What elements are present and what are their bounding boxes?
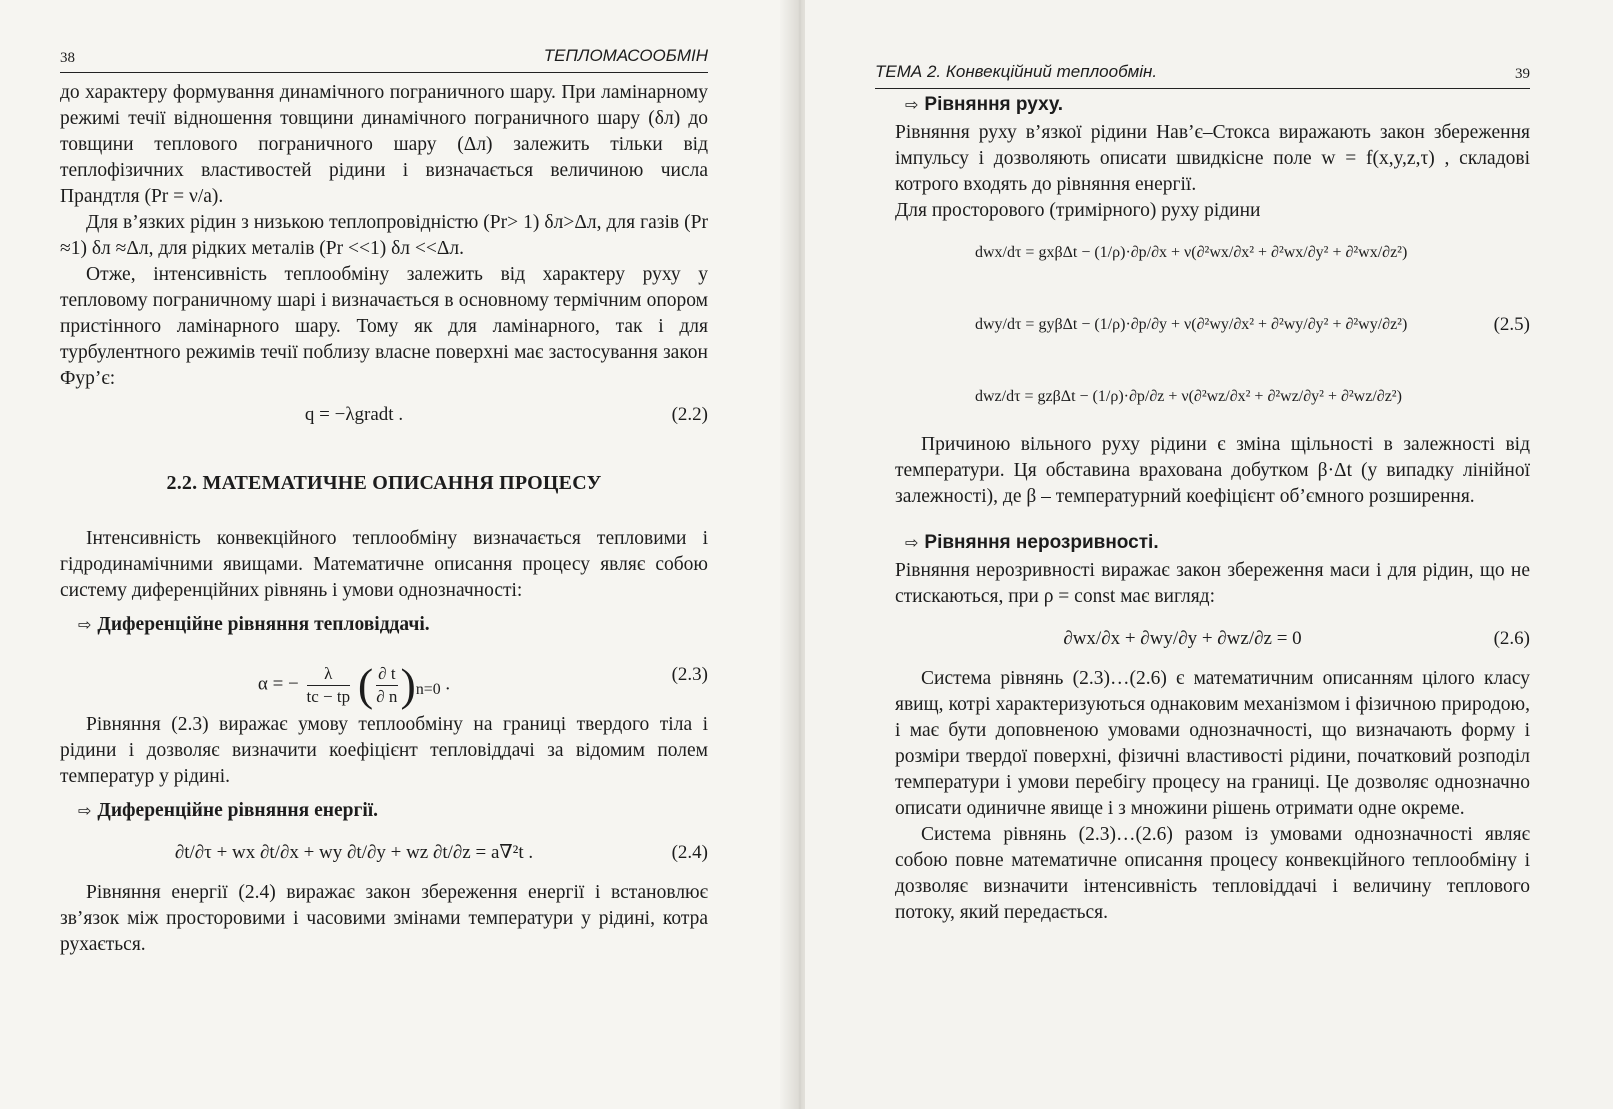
navier-stokes-y: dwy/dτ = gyβΔt − (1/ρ)·∂p/∂y + ν(∂²wy/∂x² + ∂²wy/∂y² + ∂²wy/∂z²) xyxy=(975,316,1408,333)
sub-heading-text: Рівняння нерозривності. xyxy=(924,532,1159,553)
paragraph: Рівняння енергії (2.4) виражає закон збереження енергії і встановлює зв’язок між просторовими і часовими змінами температури у рідині, котра рухається. xyxy=(60,882,708,955)
navier-stokes-x: dwx/dτ = gxβΔt − (1/ρ)·∂p/∂x + ν(∂²wx/∂x² + ∂²wx/∂y² + ∂²wx/∂z²) xyxy=(975,244,1408,261)
left-page-header xyxy=(60,44,708,73)
paragraph: Для в’язких рідин з низькою теплопровідністю (Pr> 1) δл>Δл, для газів (Pr ≈1) δл ≈Δл, для рідких металів (Pr <<1) δл <<Δл. xyxy=(60,212,708,259)
equation-subscript: n=0 xyxy=(415,681,441,699)
fraction xyxy=(376,663,397,708)
arrow-right-icon: ⇨ xyxy=(78,615,92,634)
equation-formula: α = − $\frac{\lambda}{tc - tp}$ ( $\frac{\partial t}{\partial n}$ )$_{n=0}$ . xyxy=(257,659,451,710)
paragraph: Отже, інтенсивність теплообміну залежить від характеру руху у тепловому пограничному шарі і визначається в основному термічним опором пристінного ламінарного шару. Тому як для ламінарного, так і для турбулентного режимів течії поблизу власне поверхні має застосування закон Фур’є: xyxy=(60,264,708,389)
left-page xyxy=(0,0,795,1109)
equation-formula: ∂wx/∂x + ∂wy/∂y + ∂wz/∂z = 0 xyxy=(1063,628,1302,649)
equation-number: (2.6) xyxy=(1493,628,1530,649)
paragraph: до характеру формування динамічного пограничного шару. При ламінарному режимі течії відношення товщини динамічного пограничного шару (δл) до товщини теплового пограничного шару (Δл) залежить тільки від теплофізичних властивостей рідини і визначається величиною числа Прандтля (Pr = ν/a). xyxy=(60,82,708,207)
paragraph: Рівняння нерозривності виражає закон збереження маси і для рідин, що не стискаються, при ρ = const має вигляд: xyxy=(895,560,1530,607)
fraction-numerator: ∂ t xyxy=(376,663,397,686)
equation-number: (2.5) xyxy=(1493,314,1530,335)
section-heading: 2.2. МАТЕМАТИЧНЕ ОПИСАННЯ ПРОЦЕСУ xyxy=(166,472,602,494)
left-running-head: ТЕПЛОМАСООБМІН xyxy=(543,46,708,65)
sub-heading-text: Диференційне рівняння енергії. xyxy=(97,800,379,821)
sub-heading xyxy=(78,798,708,824)
right-running-head: ТЕМА 2. Конвекційний теплообмін. xyxy=(875,62,1158,81)
paragraph: Причиною вільного руху рідини є зміна щільності в залежності від температури. Ця обставина врахована добутком β·Δt (у випадку лінійної залежності), де β – температурний коефіцієнт об’ємного розширення. xyxy=(895,434,1530,507)
paren-close: ) xyxy=(400,659,416,710)
equation-lhs: α = − xyxy=(257,673,299,695)
arrow-right-icon: ⇨ xyxy=(78,801,92,820)
sub-heading xyxy=(905,92,1530,118)
right-page xyxy=(805,0,1613,1109)
paragraph: Система рівнянь (2.3)…(2.6) разом із умовами однозначності являє собою повне математичне описання процесу конвекційного теплообміну і дозволяє визначити інтенсивність тепловіддачі і величину теплового потоку, який передається. xyxy=(895,824,1530,923)
equation-2-5 xyxy=(895,232,1530,422)
paragraph: Рівняння (2.3) виражає умову теплообміну на границі твердого тіла і рідини і дозволяє визначити коефіцієнт тепловіддачі за відомим полем температур у рідині. xyxy=(60,714,708,787)
equation-formula: q = −λgradt . xyxy=(304,404,404,425)
fraction-numerator: λ xyxy=(307,663,351,686)
sub-heading-text: Диференційне рівняння тепловіддачі. xyxy=(97,614,430,635)
equation-2-2 xyxy=(60,398,708,432)
paragraph: Для просторового (тримірного) руху рідини xyxy=(895,200,1261,221)
right-page-body xyxy=(895,92,1530,926)
equation-number: (2.3) xyxy=(671,664,708,685)
paragraph: Інтенсивність конвекційного теплообміну визначається тепловими і гідродинамічними явищами. Математичне описання процесу являє собою систему диференційних рівнянь і умови однозначності: xyxy=(60,528,708,601)
fraction xyxy=(307,663,351,708)
sub-heading xyxy=(78,612,708,638)
equation-2-4 xyxy=(60,830,708,874)
left-page-number: 38 xyxy=(60,50,75,66)
left-page-body xyxy=(60,80,708,958)
sub-heading-text: Рівняння руху. xyxy=(924,94,1064,115)
equation-number: (2.4) xyxy=(671,842,708,863)
right-page-number: 39 xyxy=(1515,66,1530,82)
navier-stokes-z: dwz/dτ = gzβΔt − (1/ρ)·∂p/∂z + ν(∂²wz/∂x² + ∂²wz/∂y² + ∂²wz/∂z²) xyxy=(975,388,1402,405)
paragraph: Рівняння руху в’язкої рідини Нав’є–Стокса виражають закон збереження імпульсу і дозволяють описати швидкісне поле w = f(x,y,z,τ) , складові котрого входять до рівняння енергії. xyxy=(895,122,1530,195)
paren-open: ( xyxy=(357,659,374,710)
equation-2-6 xyxy=(895,616,1530,660)
arrow-right-icon: ⇨ xyxy=(905,533,919,552)
sub-heading xyxy=(905,530,1530,556)
equation-2-3 xyxy=(60,644,708,710)
right-page-header xyxy=(875,60,1530,89)
paragraph: Система рівнянь (2.3)…(2.6) є математичним описанням цілого класу явищ, котрі характеризуються однаковим механізмом і фізичною природою, і має бути доповненою умовами однозначності, що визначають форму і розміри твердої поверхні, фізичні властивості рідини, початковий розподіл температури і умови перебігу процесу на границі. Це дозволяє однозначно описати одиничне явище і з множини рішень отримати одне окреме. xyxy=(895,668,1530,819)
fraction-denominator: tc − tp xyxy=(306,686,351,706)
fraction-denominator: ∂ n xyxy=(376,686,398,706)
equation-formula: ∂t/∂τ + wx ∂t/∂x + wy ∂t/∂y + wz ∂t/∂z = a∇²t . xyxy=(174,842,534,863)
arrow-right-icon: ⇨ xyxy=(905,95,919,114)
equation-number: (2.2) xyxy=(671,404,708,425)
